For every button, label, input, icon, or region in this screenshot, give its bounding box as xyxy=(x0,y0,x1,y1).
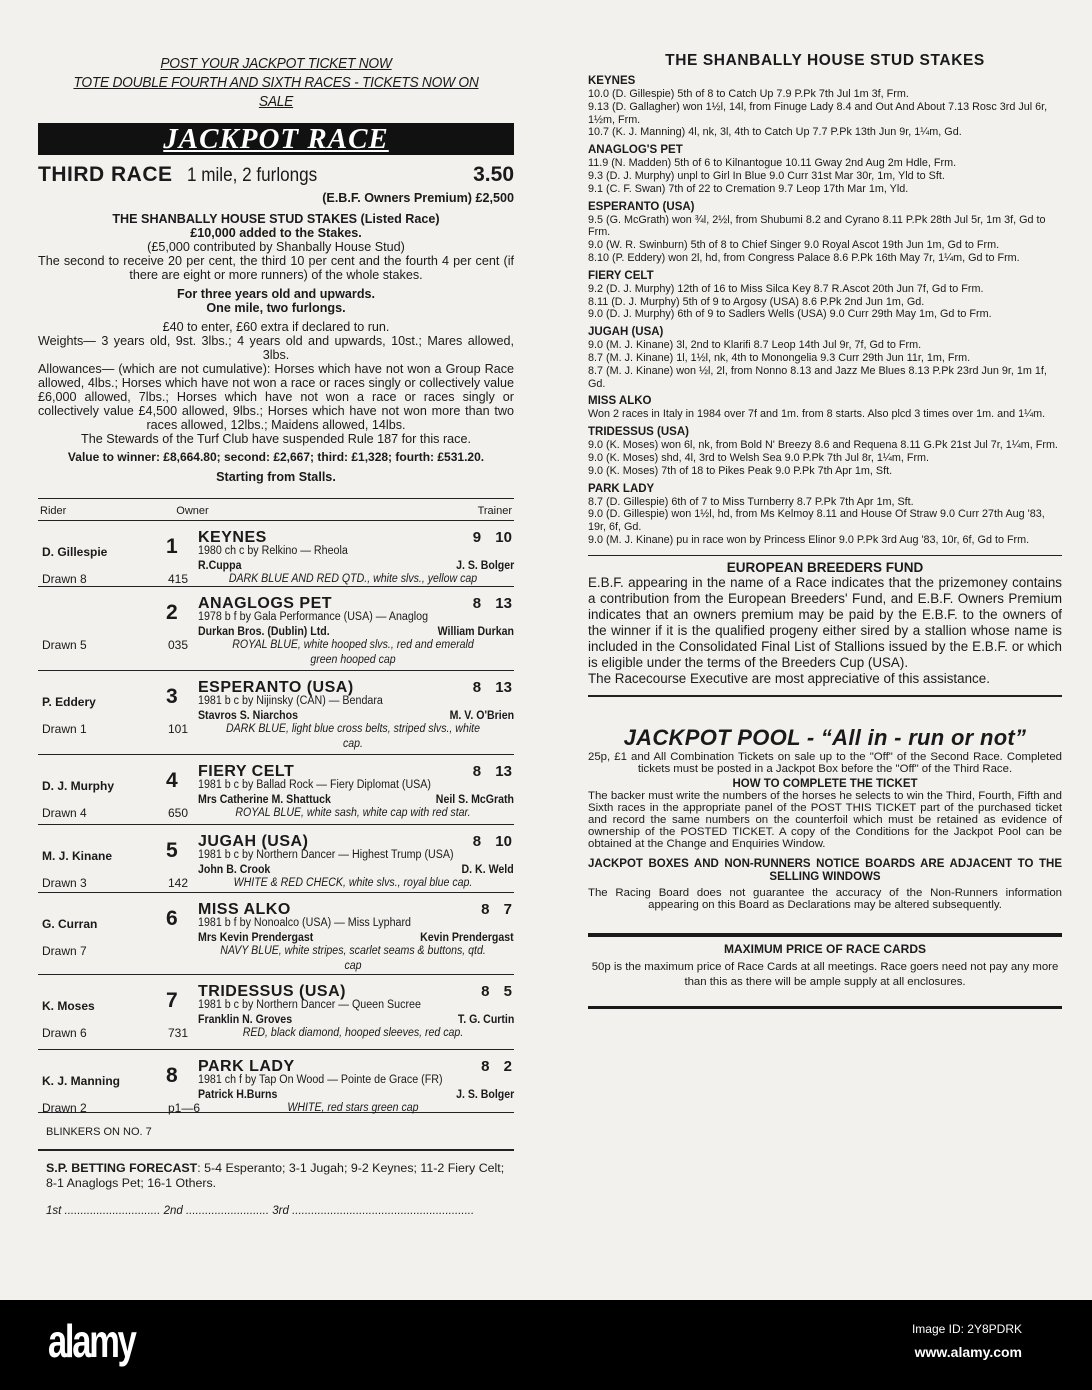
horse-weight: 8 13 xyxy=(472,763,512,780)
owner-name: Mrs Kevin Prendergast xyxy=(198,932,314,944)
form-line: 9.0 (M. J. Kinane) pu in race won by Princess Elinor 9.0 P.Pk 3rd Aug '83, 10r, 6f, Gd to Frm. xyxy=(588,533,1030,546)
form-horse-name: PARK LADY xyxy=(588,482,655,495)
runner-row xyxy=(38,1050,514,1113)
owner-name: Franklin N. Groves xyxy=(198,1014,293,1026)
form-line: 8.11 (D. J. Murphy) 5th of 9 to Argosy (USA) 8.6 P.Pk 2nd Jun 1m, Gd. xyxy=(588,295,925,308)
horse-weight: 9 10 xyxy=(472,529,512,546)
form-line: 8.7 (M. J. Kinane) 1l, 1½l, nk, 4th to Monongelia 9.3 Curr 29th Jun 11r, 1m, Frm. xyxy=(588,351,971,364)
watermark-bar xyxy=(0,1300,1092,1390)
race-card-column xyxy=(38,54,514,1217)
horse-breeding: 1981 ch f by Tap On Wood — Pointe de Grace (FR) xyxy=(198,1074,443,1086)
horse-name: MISS ALKO xyxy=(198,901,291,918)
horse-name: PARK LADY xyxy=(198,1058,295,1075)
result-line xyxy=(38,1205,514,1217)
rider-name: M. J. Kinane xyxy=(42,849,113,863)
horse-breeding: 1981 b c by Nijinsky (CAN) — Bendara xyxy=(198,695,383,707)
form-horse-name: MISS ALKO xyxy=(588,395,652,408)
form-horse-block xyxy=(588,426,1062,477)
runner-row xyxy=(38,587,514,671)
saddle-cloth-number: 4 xyxy=(166,769,178,792)
stakes-contributed: (£5,000 contributed by Shanbally House Stud) xyxy=(147,240,405,254)
horse-breeding: 1981 b c by Ballad Rock — Fiery Diplomat (USA) xyxy=(198,779,432,791)
draw-position: Drawn 4 xyxy=(42,806,87,820)
horse-weight: 8 2 xyxy=(481,1058,512,1075)
rider-name: D. Gillespie xyxy=(42,545,108,559)
runner-row xyxy=(38,975,514,1050)
horse-breeding: 1981 b c by Northern Dancer — Highest Trump (USA) xyxy=(198,849,454,861)
horse-name: JUGAH (USA) xyxy=(198,833,309,850)
ebf-title: EUROPEAN BREEDERS FUND xyxy=(726,559,924,575)
recent-form: p1—6 xyxy=(168,1101,201,1115)
rider-name: K. J. Manning xyxy=(42,1074,120,1088)
runner-row xyxy=(38,671,514,755)
form-line: 9.3 (D. J. Murphy) unpl to Girl In Blue 9.0 Curr 31st Mar 30r, 1m, Yld to Sft. xyxy=(588,169,945,182)
stewards-note: The Stewards of the Turf Club have suspended Rule 187 for this race. xyxy=(81,432,471,446)
form-horse-block xyxy=(588,483,1062,547)
racing-colours: ROYAL BLUE, white hooped slvs., red and emerald green hooped cap xyxy=(232,639,474,666)
boxes-text: The Racing Board does not guarantee the accuracy of the Non-Runners information appearing on this Board as Declarations may be altered subsequently. xyxy=(588,886,1062,911)
runner-row xyxy=(38,893,514,975)
horse-weight: 8 10 xyxy=(472,833,512,850)
draw-position: Drawn 5 xyxy=(42,638,87,652)
form-horse-name: FIERY CELT xyxy=(588,269,654,282)
form-horse-block xyxy=(588,144,1062,195)
form-horse-name: ESPERANTO (USA) xyxy=(588,200,695,213)
race-age: For three years old and upwards. xyxy=(176,287,376,301)
boxes-title: JACKPOT BOXES AND NON-RUNNERS NOTICE BOARDS ARE ADJACENT TO THE SELLING WINDOWS xyxy=(588,857,1062,883)
form-line: 8.7 (M. J. Kinane) won ½l, 2l, from Nonno 8.13 and Jazz Me Blues 8.13 P.Pk 23rd Jun 9r, 1m 1f, Gd. xyxy=(588,364,1047,390)
entry-fee: £40 to enter, £60 extra if declared to run. xyxy=(162,320,390,334)
stakes-title: THE SHANBALLY HOUSE STUD STAKES (Listed Race) xyxy=(112,212,440,226)
horse-weight: 8 5 xyxy=(481,983,512,1000)
trainer-name: Kevin Prendergast xyxy=(420,932,514,944)
trainer-name: T. G. Curtin xyxy=(457,1014,514,1026)
prize-distribution: The second to receive 20 per cent, the third 10 per cent and the fourth 4 per cent (if there are eight or more runners) of the whole stakes. xyxy=(38,254,514,282)
form-horse-block xyxy=(588,75,1062,139)
form-line: 10.7 (K. J. Manning) 4l, nk, 3l, 4th to Catch Up 7.7 P.Pk 13th Jun 9r, 1¼m, Gd. xyxy=(588,126,962,139)
trainer-name: M. V. O'Brien xyxy=(449,710,514,722)
forecast-label: S.P. BETTING FORECAST xyxy=(46,1161,198,1175)
recent-form: 142 xyxy=(168,876,189,890)
rider-header: Rider xyxy=(40,505,67,517)
form-horse-block xyxy=(588,395,1062,421)
jackpot-intro: 25p, £1 and All Combination Tickets on sale up to the "Off" of the Second Race. Completed tickets must be posted in a Jackpot Box before the "Off" of the Third Race. xyxy=(588,750,1062,775)
ebf-thanks: The Racecourse Executive are most appreciative of this assistance. xyxy=(588,670,990,686)
alamy-logo: alamy xyxy=(48,1315,135,1367)
recent-form: 035 xyxy=(168,638,189,652)
owner-name: Patrick H.Burns xyxy=(198,1089,278,1101)
recent-form: 731 xyxy=(168,1026,189,1040)
form-horse-block xyxy=(588,201,1062,265)
race-distance-words: One mile, two furlongs. xyxy=(206,301,346,315)
form-line: 9.0 (K. Moses) won 6l, nk, from Bold N' Breezy 8.6 and Requena 8.11 G.Pk 21st Jul 7r, 1¼m, Frm. xyxy=(588,439,1058,452)
jackpot-pool-title: JACKPOT POOL - “All in - run or not” xyxy=(623,724,1027,750)
saddle-cloth-number: 7 xyxy=(166,989,178,1012)
horse-breeding: 1978 b f by Gala Performance (USA) — Anaglog xyxy=(198,611,429,623)
draw-position: Drawn 1 xyxy=(42,722,87,736)
horse-name: ANAGLOGS PET xyxy=(198,595,333,612)
saddle-cloth-number: 2 xyxy=(166,601,178,624)
rider-name: P. Eddery xyxy=(42,695,96,709)
draw-position: Drawn 8 xyxy=(42,572,87,586)
horse-breeding: 1981 b f by Nonoalco (USA) — Miss Lyphard xyxy=(198,917,412,929)
result-second[interactable]: 2nd .......................... xyxy=(163,1205,270,1217)
form-horse-name: KEYNES xyxy=(588,75,636,87)
form-line: 9.0 (D. Gillespie) won 1½l, hd, from Ms Kelmoy 8.11 and House Of Straw 9.0 Curr 27th Aug '83, 19r, 6f, Gd. xyxy=(588,508,1045,534)
racing-colours: RED, black diamond, hooped sleeves, red cap. xyxy=(242,1027,464,1039)
draw-position: Drawn 3 xyxy=(42,876,87,890)
form-guide-title: THE SHANBALLY HOUSE STUD STAKES xyxy=(665,52,985,69)
max-price-title: MAXIMUM PRICE OF RACE CARDS xyxy=(723,941,926,956)
form-guide xyxy=(588,75,1062,547)
form-line: 10.0 (D. Gillespie) 5th of 8 to Catch Up 7.9 P.Pk 7th Jul 1m 3f, Frm. xyxy=(588,88,909,100)
form-horse-block xyxy=(588,326,1062,390)
draw-position: Drawn 7 xyxy=(42,944,87,958)
form-line: 9.5 (G. McGrath) won ¾l, 2½l, from Shubumi 8.2 and Cyrano 8.11 P.Pk 28th Jul 5r, 1m 3f, Gd to Frm. xyxy=(588,213,1046,239)
horse-breeding: 1980 ch c by Relkino — Rheola xyxy=(198,545,348,557)
info-column xyxy=(588,52,1062,1009)
form-line: 9.2 (D. J. Murphy) 12th of 16 to Miss Silca Key 8.7 R.Ascot 20th Jun 7f, Gd to Frm. xyxy=(588,282,984,295)
result-third[interactable]: 3rd ......................................................... xyxy=(272,1205,475,1217)
owners-premium: (E.B.F. Owners Premium) £2,500 xyxy=(322,191,514,205)
horse-weight: 8 13 xyxy=(472,595,512,612)
form-line: 9.1 (C. F. Swan) 7th of 22 to Cremation 9.7 Leop 17th Mar 1m, Yld. xyxy=(588,182,909,195)
rider-name: G. Curran xyxy=(42,917,98,931)
race-title: THIRD RACE xyxy=(38,163,173,186)
owner-name: Mrs Catherine M. Shattuck xyxy=(198,794,331,806)
horse-weight: 8 13 xyxy=(472,679,512,696)
form-line: 8.10 (P. Eddery) won 2l, hd, from Congress Palace 8.6 P.Pk 16th May 7r, 1¼m, Gd to Frm. xyxy=(588,251,1020,264)
racing-colours: DARK BLUE AND RED QTD., white slvs., yellow cap xyxy=(228,573,478,585)
form-line: 9.0 (D. J. Murphy) 6th of 9 to Sadlers Wells (USA) 9.0 Curr 29th May 1m, Gd to Frm. xyxy=(588,308,992,321)
form-line: 11.9 (N. Madden) 5th of 6 to Kilnantogue 10.11 Gway 2nd Aug 2m Hdle, Frm. xyxy=(588,157,957,170)
blinkers-note: BLINKERS ON NO. 7 xyxy=(46,1126,152,1138)
recent-form: 650 xyxy=(168,806,189,820)
racing-colours: DARK BLUE, light blue cross belts, striped slvs., white cap. xyxy=(225,723,481,750)
owner-name: John B. Crook xyxy=(198,864,271,876)
howto-title: HOW TO COMPLETE THE TICKET xyxy=(732,777,918,790)
form-line: 8.7 (D. Gillespie) 6th of 7 to Miss Turnberry 8.7 P.Pk 7th Apr 1m, Sft. xyxy=(588,495,914,508)
racing-colours: ROYAL BLUE, white sash, white cap with red star. xyxy=(235,807,471,819)
form-line: 9.0 (W. R. Swinburn) 5th of 8 to Chief Singer 9.0 Royal Ascot 19th Jun 1m, Gd to Frm. xyxy=(588,239,1000,252)
jackpot-race-banner: JACKPOT RACE xyxy=(38,123,514,155)
prize-values: Value to winner: £8,664.80; second: £2,667; third: £1,328; fourth: £531.20. xyxy=(67,450,485,464)
rider-name: K. Moses xyxy=(42,999,95,1013)
trainer-name: D. K. Weld xyxy=(461,864,514,876)
draw-position: Drawn 2 xyxy=(42,1101,87,1115)
result-first[interactable]: 1st .............................. xyxy=(46,1205,161,1217)
form-line: 9.0 (K. Moses) shd, 4l, 3rd to Welsh Sea 9.0 P.Pk 7th Jul 8r, 1¼m, Frm. xyxy=(588,451,930,464)
betting-forecast xyxy=(38,1161,514,1191)
allowances: Allowances— (which are not cumulative): Horses which have not won a Group Race allowed, 4lbs.; Horses which have not won a race or races singly or collectively value £6,000 allowed, 7lbs.; Horses which have not won a race or races singly or collectively value £4,500 allowed, 9lbs.; Horses which have not won more than two races allowed, 12lbs.; Maidens allowed, 14lbs. xyxy=(38,362,514,432)
rider-name: D. J. Murphy xyxy=(42,779,115,793)
form-horse-name: TRIDESSUS (USA) xyxy=(588,426,689,439)
trainer-name: Neil S. McGrath xyxy=(435,794,514,806)
form-line: 9.0 (K. Moses) 7th of 18 to Pikes Peak 9.0 P.Pk 7th Apr 1m, Sft. xyxy=(588,464,893,477)
form-horse-block xyxy=(588,270,1062,321)
horse-name: KEYNES xyxy=(198,529,267,546)
runner-row xyxy=(38,521,514,587)
race-time: 3.50 xyxy=(473,163,514,186)
watermark-url: www.alamy.com xyxy=(914,1344,1022,1360)
howto-text: The backer must write the numbers of the horses he selects to win the Third, Fourth, Fifth and Sixth races in the appropriate panel of the POST THIS TICKET part of the purchased ticket and record the same numbers on the counterfoil which must be retained as evidence of ownership of the POSTED TICKET. A copy of the Conditions for the Jackpot Pool can be obtained at the Change and Enquiries Window. xyxy=(588,789,1062,850)
form-horse-name: JUGAH (USA) xyxy=(588,326,664,339)
saddle-cloth-number: 1 xyxy=(166,535,178,558)
owner-header: Owner xyxy=(176,505,209,517)
owner-name: Stavros S. Niarchos xyxy=(198,710,298,722)
starting-stalls: Starting from Stalls. xyxy=(216,470,336,484)
race-heading xyxy=(38,163,514,187)
recent-form: 101 xyxy=(168,722,189,736)
max-price-text: 50p is the maximum price of Race Cards at all meetings. Race goers need not pay any more than this as there will be ample supply at all enclosures. xyxy=(591,960,1059,988)
image-id: Image ID: 2Y8PDRK xyxy=(911,1322,1022,1336)
runner-row xyxy=(38,825,514,893)
racing-colours: WHITE & RED CHECK, white slvs., royal blue cap. xyxy=(233,877,473,889)
saddle-cloth-number: 8 xyxy=(166,1064,178,1087)
saddle-cloth-number: 3 xyxy=(166,685,178,708)
form-horse-name: ANAGLOG'S PET xyxy=(588,144,683,157)
recent-form: 415 xyxy=(168,572,189,586)
owner-name: R.Cuppa xyxy=(198,560,242,572)
race-distance: 1 mile, 2 furlongs xyxy=(186,165,317,186)
horse-name: TRIDESSUS (USA) xyxy=(198,983,346,1000)
horse-name: ESPERANTO (USA) xyxy=(198,679,354,696)
tote-double-notice: TOTE DOUBLE FOURTH AND SIXTH RACES - TICKETS NOW ON SALE xyxy=(73,74,479,110)
forecast-text: : 5-4 Esperanto; 3-1 Jugah; 9-2 Keynes; 11-2 Fiery Celt; 8-1 Anaglogs Pet; 16-1 Others. xyxy=(46,1161,505,1190)
horse-breeding: 1981 b c by Northern Dancer — Queen Sucree xyxy=(198,999,421,1011)
racing-colours: WHITE, red stars green cap xyxy=(287,1102,419,1114)
runners-table-header xyxy=(38,498,514,521)
saddle-cloth-number: 5 xyxy=(166,839,178,862)
ebf-text: E.B.F. appearing in the name of a Race indicates that the prizemoney contains a contribution from the European Breeders' Fund, and E.B.F. Owners Premium indicates that an owners premium may be paid by the E.B.F. to the owners of the winner if it is the qualified progeny either sired by a stallion whose name is included in the Consolidated Final List of Stallions issued by the E.B.F. or which is eligible under the terms of the Breeders Cup (USA). xyxy=(588,574,1062,670)
runner-row xyxy=(38,755,514,825)
runners-list xyxy=(38,521,514,1113)
form-line: 9.13 (D. Gallagher) won 1½l, 14l, from Finuge Lady 8.4 and Out And About 7.13 Rosc 3rd Jul 6r, 1½m, Frm. xyxy=(588,100,1048,126)
stakes-added: £10,000 added to the Stakes. xyxy=(190,226,362,240)
trainer-name: J. S. Bolger xyxy=(455,560,514,572)
horse-weight: 8 7 xyxy=(481,901,512,918)
owner-name: Durkan Bros. (Dublin) Ltd. xyxy=(198,626,330,638)
form-line: 9.0 (M. J. Kinane) 3l, 2nd to Klarifi 8.7 Leop 14th Jul 9r, 7f, Gd to Frm. xyxy=(588,339,922,352)
racing-colours: NAVY BLUE, white stripes, scarlet seams & buttons, qtd. cap xyxy=(220,945,486,972)
post-ticket-notice: POST YOUR JACKPOT TICKET NOW xyxy=(160,55,392,72)
trainer-header: Trainer xyxy=(477,505,512,517)
form-line: Won 2 races in Italy in 1984 over 7f and 1m. from 8 starts. Also plcd 3 times over 1m. and 1¼m. xyxy=(588,408,1046,421)
weights: Weights— 3 years old, 9st. 3lbs.; 4 years old and upwards, 10st.; Mares allowed, 3lbs. xyxy=(38,334,514,362)
horse-name: FIERY CELT xyxy=(198,763,295,780)
draw-position: Drawn 6 xyxy=(42,1026,87,1040)
saddle-cloth-number: 6 xyxy=(166,907,178,930)
trainer-name: William Durkan xyxy=(437,626,514,638)
trainer-name: J. S. Bolger xyxy=(455,1089,514,1101)
